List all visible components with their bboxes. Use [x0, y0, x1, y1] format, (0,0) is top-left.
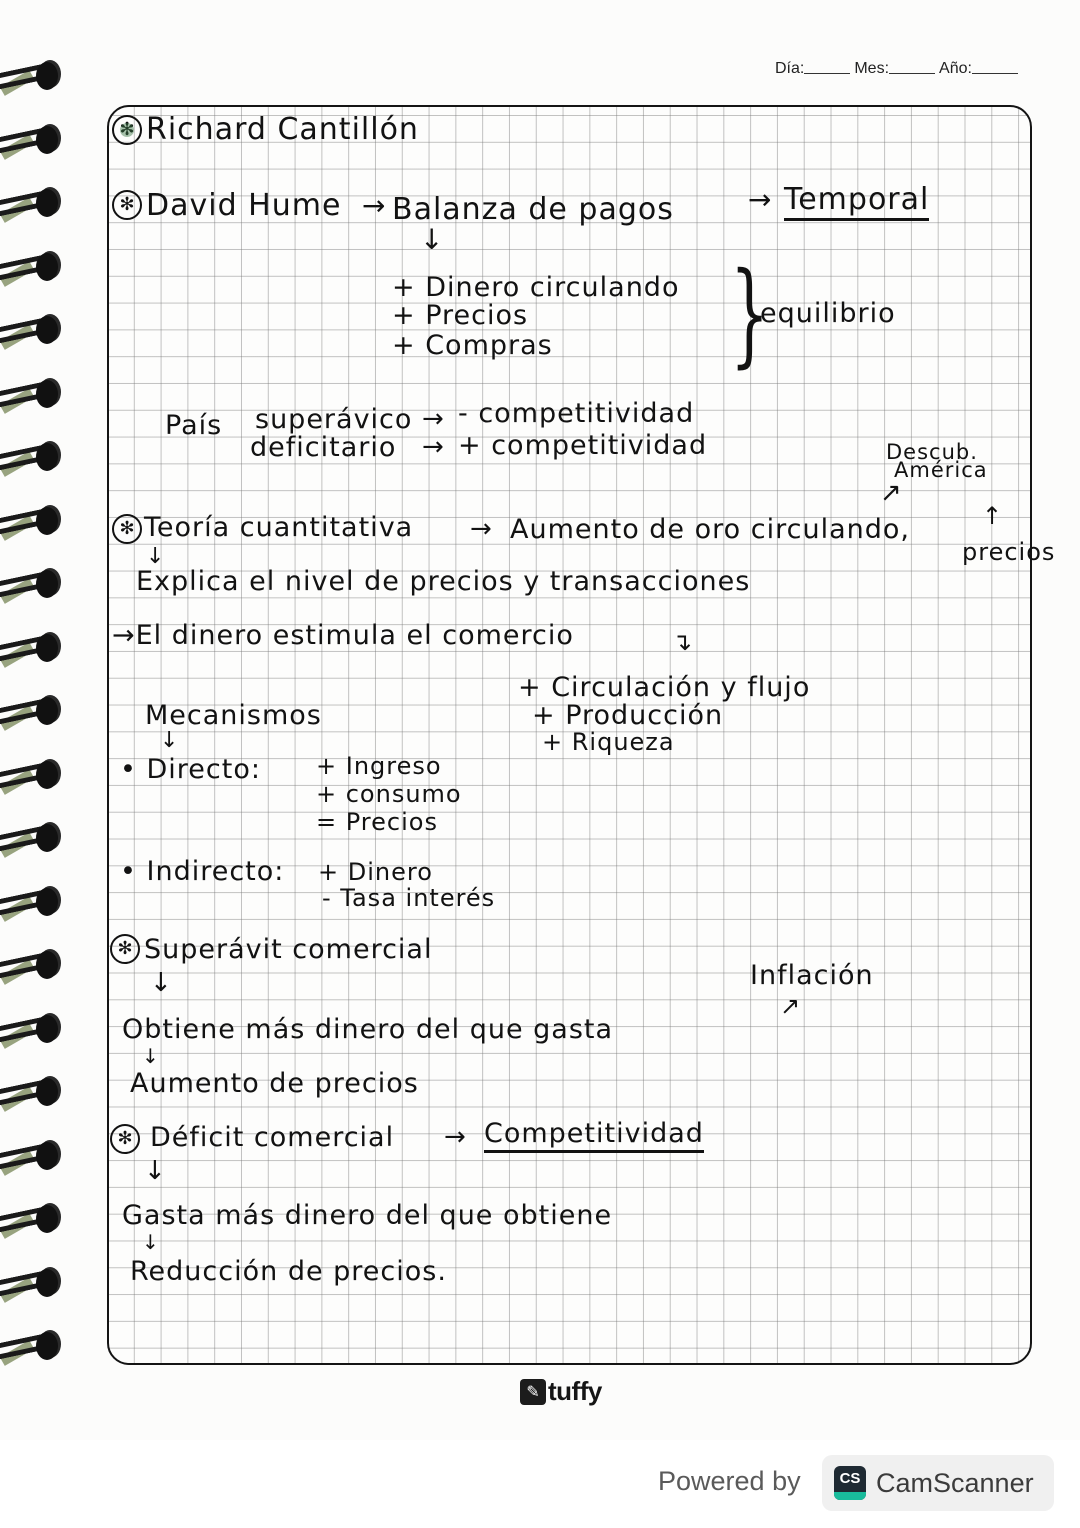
star-bullet-icon: ✻ — [112, 190, 142, 220]
spiral-ring — [0, 1203, 62, 1237]
note-reduccion-precios: Reducción de precios. — [130, 1256, 447, 1287]
arrow-down-icon: ↓ — [142, 1044, 159, 1068]
note-obtiene-mas-dinero: Obtiene más dinero del que gasta — [122, 1014, 614, 1045]
spiral-ring — [0, 949, 62, 983]
arrow-up-curved-icon: ↗ — [780, 992, 801, 1020]
star-bullet-icon: ✻ — [110, 1124, 140, 1154]
note-superavit-comercial: Superávit comercial — [144, 934, 433, 965]
note-deficitario: deficitario — [250, 432, 397, 463]
spiral-ring — [0, 1140, 62, 1174]
spiral-ring — [0, 124, 62, 158]
note-america: América — [894, 458, 988, 482]
note-richard-cantillon: Richard Cantillón — [146, 112, 419, 147]
tuffy-brand-label: tuffy — [548, 1376, 602, 1406]
arrow-down-icon: ↓ — [160, 728, 179, 753]
note-aumento-oro: Aumento de oro circulando, — [510, 514, 910, 545]
note-equilibrio: equilibrio — [760, 298, 896, 329]
arrow-down-icon: ↓ — [146, 544, 165, 569]
note-descub: Descub. — [886, 440, 978, 464]
spiral-ring — [0, 1013, 62, 1047]
spiral-ring — [0, 187, 62, 221]
star-bullet-icon: ✻ — [112, 514, 142, 544]
day-label: Día: — [775, 60, 805, 77]
arrow-right-icon: → — [748, 183, 772, 216]
note-gasta-mas-dinero: Gasta más dinero del que obtiene — [122, 1200, 613, 1231]
arrow-down-icon: ↓ — [420, 223, 444, 256]
list-item: + Ingreso — [316, 752, 442, 780]
notebook-brand — [520, 1376, 602, 1407]
year-field — [972, 60, 1018, 74]
spiral-ring — [0, 1330, 62, 1364]
spiral-ring — [0, 695, 62, 729]
note-menos-competitividad: - competitividad — [458, 398, 695, 429]
arrow-up-right-icon: ↗ — [880, 478, 902, 508]
note-precios-side: precios — [962, 538, 1056, 566]
date-line — [775, 60, 1022, 78]
powered-by-label: Powered by — [658, 1466, 801, 1496]
list-item: + Riqueza — [542, 728, 675, 756]
note-mas-competitividad: + competitividad — [458, 430, 708, 461]
spiral-binding — [0, 60, 70, 1390]
spiral-ring — [0, 505, 62, 539]
camscanner-badge[interactable] — [822, 1455, 1054, 1511]
note-temporal: Temporal — [784, 182, 929, 221]
arrow-down-icon: ↴ — [672, 628, 693, 656]
list-item: + Precios — [392, 300, 529, 331]
note-mecanismos: Mecanismos — [145, 700, 322, 731]
spiral-ring — [0, 632, 62, 666]
arrow-down-icon: ↓ — [144, 1156, 166, 1186]
spiral-ring — [0, 886, 62, 920]
arrow-right-icon: → — [362, 189, 386, 222]
spiral-ring — [0, 759, 62, 793]
spiral-ring — [0, 1267, 62, 1301]
note-teoria-cuantitativa: Teoría cuantitativa — [144, 512, 414, 543]
camscanner-name: CamScanner — [876, 1467, 1034, 1498]
note-deficit-comercial: Déficit comercial — [150, 1122, 395, 1153]
list-item: = Precios — [316, 808, 438, 836]
camscanner-logo-icon: CS — [834, 1466, 866, 1500]
note-david-hume: David Hume — [146, 188, 342, 223]
note-indirecto: • Indirecto: — [120, 856, 285, 887]
month-label: Mes: — [854, 60, 890, 77]
star-bullet-icon: ✻ — [110, 934, 140, 964]
arrow-down-icon: ↓ — [142, 1230, 159, 1254]
note-balanza-de-pagos: Balanza de pagos — [392, 192, 674, 227]
arrow-up-icon: ↑ — [982, 502, 1003, 530]
month-field — [889, 60, 935, 74]
list-item: + Producción — [532, 700, 724, 731]
spiral-ring — [0, 441, 62, 475]
tuffy-logo-icon: ✎ — [520, 1379, 546, 1405]
spiral-ring — [0, 378, 62, 412]
arrow-right-icon: → — [470, 514, 492, 544]
arrow-right-icon: → — [422, 404, 444, 434]
list-item: - Tasa interés — [322, 884, 496, 912]
list-item: + Dinero — [318, 858, 433, 886]
day-field — [804, 60, 850, 74]
note-inflacion: Inflación — [750, 960, 874, 991]
spiral-ring — [0, 60, 62, 94]
spiral-ring — [0, 822, 62, 856]
list-item: + consumo — [316, 780, 462, 808]
year-label: Año: — [939, 60, 972, 77]
note-explica: Explica el nivel de precios y transacciones — [136, 566, 751, 597]
arrow-right-icon: → — [422, 432, 444, 462]
curly-brace-icon: } — [730, 249, 770, 379]
spiral-ring — [0, 314, 62, 348]
list-item: + Circulación y flujo — [518, 672, 811, 703]
note-competitividad: Competitividad — [484, 1118, 704, 1153]
spiral-ring — [0, 568, 62, 602]
arrow-right-icon: → — [444, 1122, 466, 1152]
note-aumento-precios: Aumento de precios — [130, 1068, 419, 1099]
arrow-down-icon: ↓ — [150, 968, 172, 998]
spiral-ring — [0, 1076, 62, 1110]
note-pais: País — [165, 410, 223, 441]
note-directo: • Directo: — [120, 754, 261, 785]
spiral-ring — [0, 251, 62, 285]
list-item: + Dinero circulando — [392, 272, 680, 303]
note-dinero-estimula: →El dinero estimula el comercio — [112, 620, 574, 651]
list-item: + Compras — [392, 330, 553, 361]
note-superavitario: superávico — [255, 404, 413, 435]
star-bullet-icon: ✻ — [112, 115, 142, 145]
